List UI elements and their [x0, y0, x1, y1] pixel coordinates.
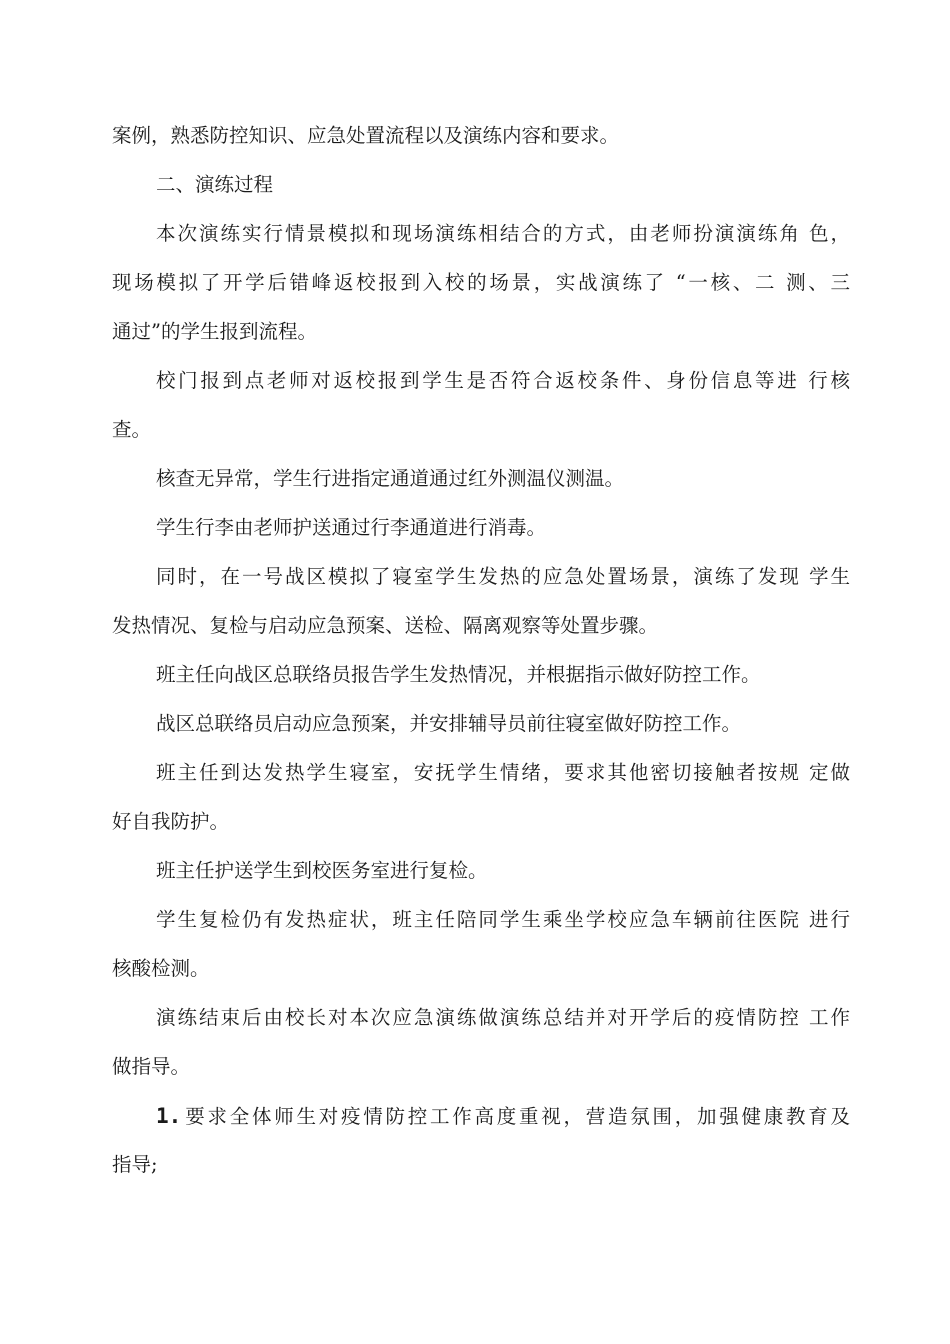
text-line: 班主任护送学生到校医务室进行复检。 [156, 859, 488, 882]
list-number: 1. [156, 1104, 182, 1128]
text-line: 同时，在一号战区模拟了寝室学生发热的应急处置场景，演练了发现 学生 [156, 565, 850, 588]
text-line: 现场模拟了开学后错峰返校报到入校的场景，实战演练了 “一核、二 测、三 [112, 271, 850, 294]
text-line: 学生复检仍有发热症状，班主任陪同学生乘坐学校应急车辆前往医院 进行 [156, 908, 850, 931]
text-line: 班主任到达发热学生寝室，安抚学生情绪，要求其他密切接触者按规 定做 [156, 761, 850, 784]
text-line: 做指导。 [112, 1055, 191, 1078]
text-line: 班主任向战区总联络员报告学生发热情况，并根据指示做好防控工作。 [156, 663, 761, 686]
list-item [156, 1101, 850, 1131]
text-line: 核查无异常，学生行进指定通道通过红外测温仪测温。 [156, 467, 625, 490]
section-heading: 二、演练过程 [156, 173, 274, 196]
text-line: 战区总联络员启动应急预案，并安排辅导员前往寝室做好防控工作。 [156, 712, 742, 735]
text-line: 查。 [112, 418, 152, 441]
text-line: 本次演练实行情景模拟和现场演练相结合的方式，由老师扮演演练角 色， [156, 222, 850, 245]
text-line: 案例，熟悉防控知识、应急处置流程以及演练内容和要求。 [112, 124, 620, 147]
text-line: 通过”的学生报到流程。 [112, 320, 317, 343]
text-line: 要求全体师生对疫情防控工作高度重视，营造氛围，加强健康教育及 [185, 1105, 850, 1128]
text-line: 指导; [112, 1153, 158, 1176]
text-line: 演练结束后由校长对本次应急演练做演练总结并对开学后的疫情防控 工作 [156, 1006, 850, 1029]
text-line: 好自我防护。 [112, 810, 230, 833]
text-line: 发热情况、复检与启动应急预案、送检、隔离观察等处置步骤。 [112, 614, 659, 637]
text-line: 学生行李由老师护送通过行李通道进行消毒。 [156, 516, 547, 539]
text-line: 核酸检测。 [112, 957, 210, 980]
text-line: 校门报到点老师对返校报到学生是否符合返校条件、身份信息等进 行核 [156, 369, 850, 392]
